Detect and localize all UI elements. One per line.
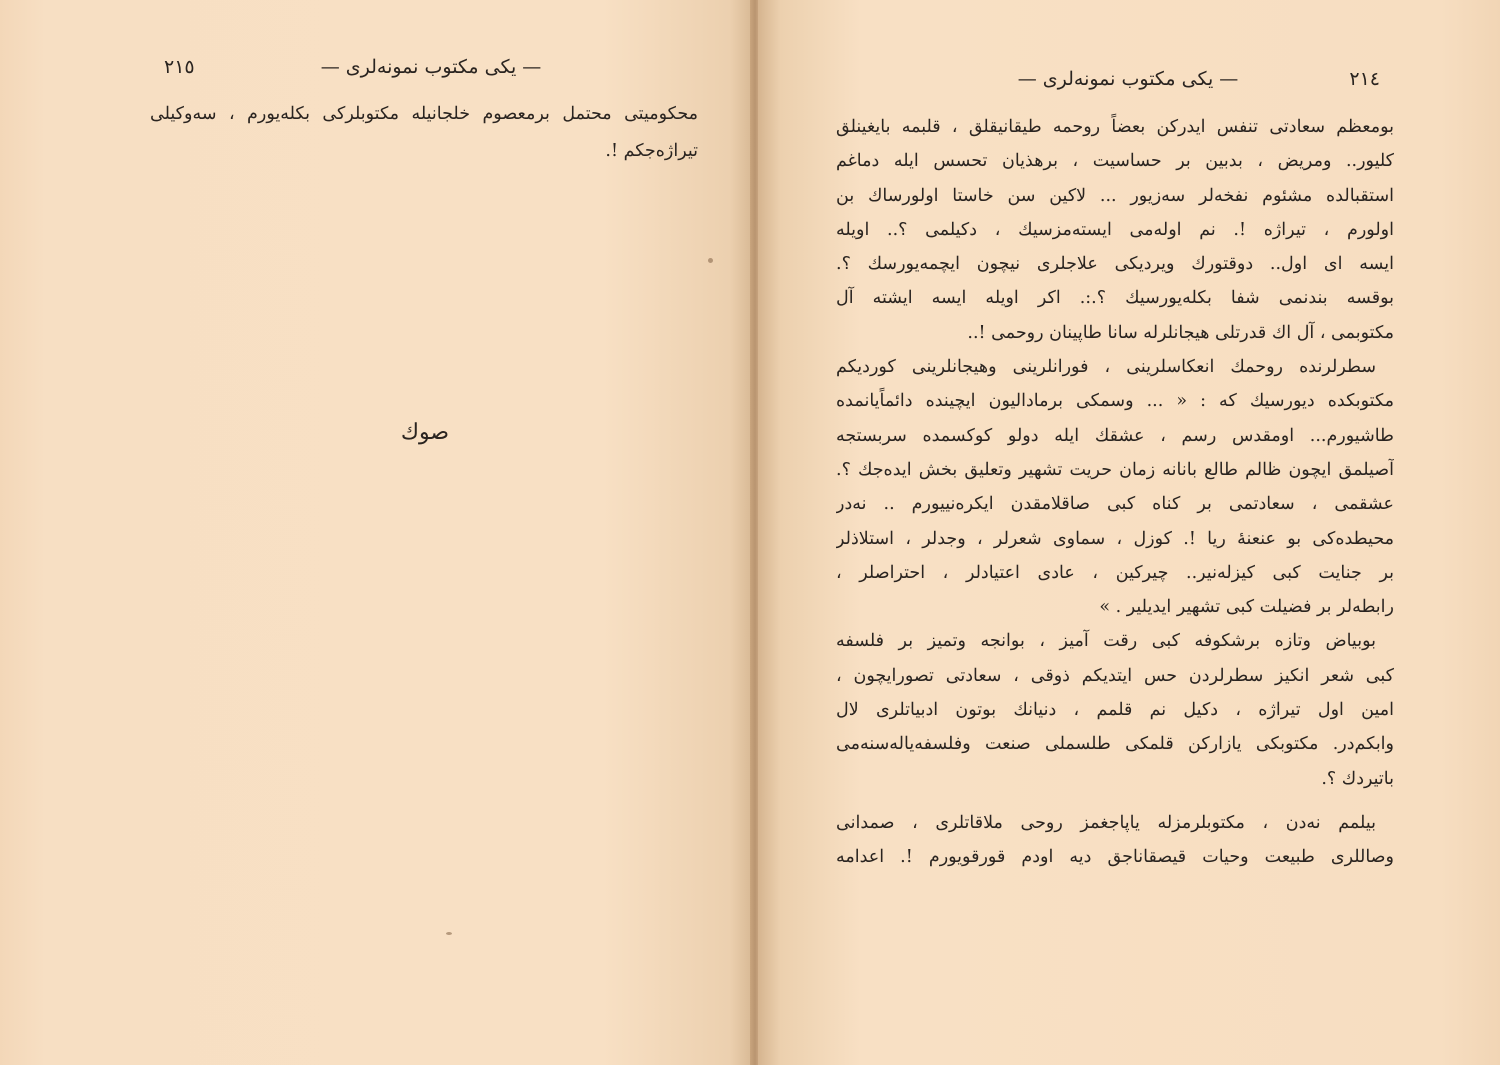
text-line: عشقمی ، سعادتمی بر کناه کبی صاقلامقدن ایکره‌نییورم .. نه‌در	[836, 494, 1394, 515]
paper-speck	[446, 932, 452, 935]
running-title: — یکی مکتوب نمونه‌لری —	[1017, 68, 1239, 90]
body-text	[836, 110, 1394, 875]
text-line: وابکم‌در. مکتوبکی یازارکن قلمکی طلسملی صنعت وفلسفه‌یاله‌سنه‌می	[836, 734, 1394, 755]
text-line: محکومیتی محتمل برمعصوم خلجانیله مکتوبلرکی بکله‌یورم ، سه‌وکیلی	[150, 104, 698, 124]
text-line: آصیلمق ایچون ظالم طالع بانانه زمان حریت تشهیر وتعلیق بخش ایده‌جك ؟.	[836, 459, 1394, 480]
text-line: محیطده‌کی بو عنعنهٔ ریا !. کوزل ، سماوی شعرلر ، وجدلر ، استلاذلر	[836, 528, 1394, 549]
text-line: بر جنایت کبی کیزله‌نیر.. چیرکین ، عادی اعتیادلر ، احتراصلر ،	[836, 562, 1394, 583]
paragraph-gap	[836, 796, 1394, 806]
text-line: تیراژه‌جکم !.	[605, 141, 698, 161]
text-line: بوقسه بندنمی شفا بکله‌یورسیك ؟.:. اکر اویله ایسه ایشته آل	[836, 288, 1394, 309]
text-line: رابطه‌لر بر فضیلت کبی تشهیر ایدیلیر . »	[1099, 597, 1394, 618]
end-word: صوك	[400, 420, 450, 445]
paper-speck	[708, 258, 713, 263]
body-text	[150, 96, 698, 170]
page-number: ٢١٤	[1349, 68, 1380, 90]
right-page	[758, 0, 1500, 1065]
page-number: ٢١٥	[164, 56, 195, 78]
text-line: بیلمم نه‌دن ، مکتوبلرمزله یاپاجغمز روحی ملاقاتلری ، صمدانی	[836, 812, 1376, 833]
text-line: طاشیورم... اومقدس رسم ، عشقك ایله دولو کوکسمده سربستجه	[836, 425, 1394, 446]
text-line: کلیور.. ومریض ، بدبین بر حساسیت ، برهذیان تحسس ایله دماغم	[836, 151, 1394, 172]
text-line: باتیردك ؟.	[1321, 768, 1394, 789]
text-line: مکتوبکده دیورسیك که : « ... وسمکی برماداليون ایچینده دائماًیانمده	[836, 391, 1394, 412]
text-line: امین اول تیراژه ، دکیل نم قلمم ، دنیانك بوتون ادبیاتلری لال	[836, 700, 1394, 721]
text-line: سطرلرنده روحمك انعکاسلرینی ، فورانلرینی وهیجانلرینی کوردیکم	[836, 357, 1376, 378]
text-line: مکتوبمی ، آل اك قدرتلی هیجانلرله سانا طاپینان روحمی !..	[967, 322, 1394, 343]
text-line: بومعظم سعادتی تنفس ایدرکن بعضاً روحمه طیقانیقلق ، قلبمه بایغینلق	[836, 117, 1394, 137]
text-line: ایسه ای اول.. دوقتورك ویردیکی علاجلری نیچون ایچمه‌یورسك ؟.	[836, 254, 1394, 275]
text-line: بوبیاض وتازه برشکوفه کبی رقت آمیز ، بوانجه وتمیز بر فلسفه	[836, 631, 1376, 652]
text-line: کبی شعر انکیز سطرلردن حس ایتدیکم ذوقی ، سعادتی تصورایچون ،	[836, 665, 1394, 686]
running-title: — یکی مکتوب نمونه‌لری —	[320, 56, 542, 78]
text-line: وصاللری طبیعت وحیات قیصقاناجق دیه اودم قورقویورم !. اعدامه	[836, 847, 1394, 868]
text-line: اولورم ، تیراژه !. نم اوله‌می ایسته‌مزسیك ، دکیلمی ؟.. اویله	[836, 219, 1394, 240]
text-line: استقبالده مشئوم نفخه‌لر سه‌زیور ... لاکین سن خاستا اولورساك بن	[836, 185, 1394, 206]
